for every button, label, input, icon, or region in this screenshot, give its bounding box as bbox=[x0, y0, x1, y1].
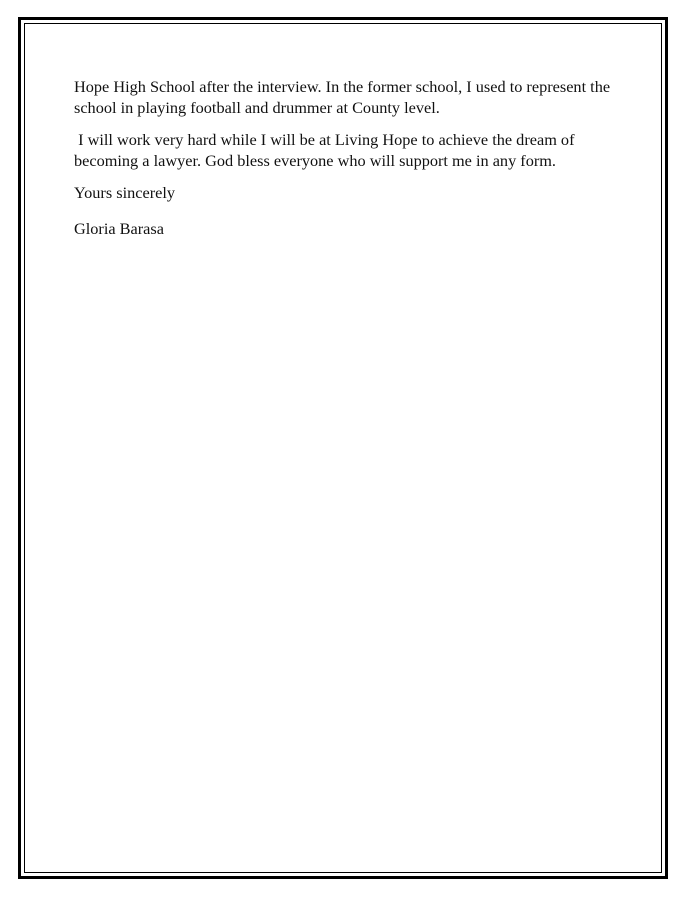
letter-signature: Gloria Barasa bbox=[74, 219, 164, 238]
letter-paragraph-1: Hope High School after the interview. In the former school, I used to represent the school in playing football and drummer at County level. bbox=[74, 77, 615, 117]
letter-body bbox=[74, 76, 614, 250]
letter-closing: Yours sincerely bbox=[74, 183, 176, 202]
letter-paragraph-2: I will work very hard while I will be at Living Hope to achieve the dream of becoming a lawyer. God bless everyone who will support me in any form. bbox=[74, 130, 579, 170]
